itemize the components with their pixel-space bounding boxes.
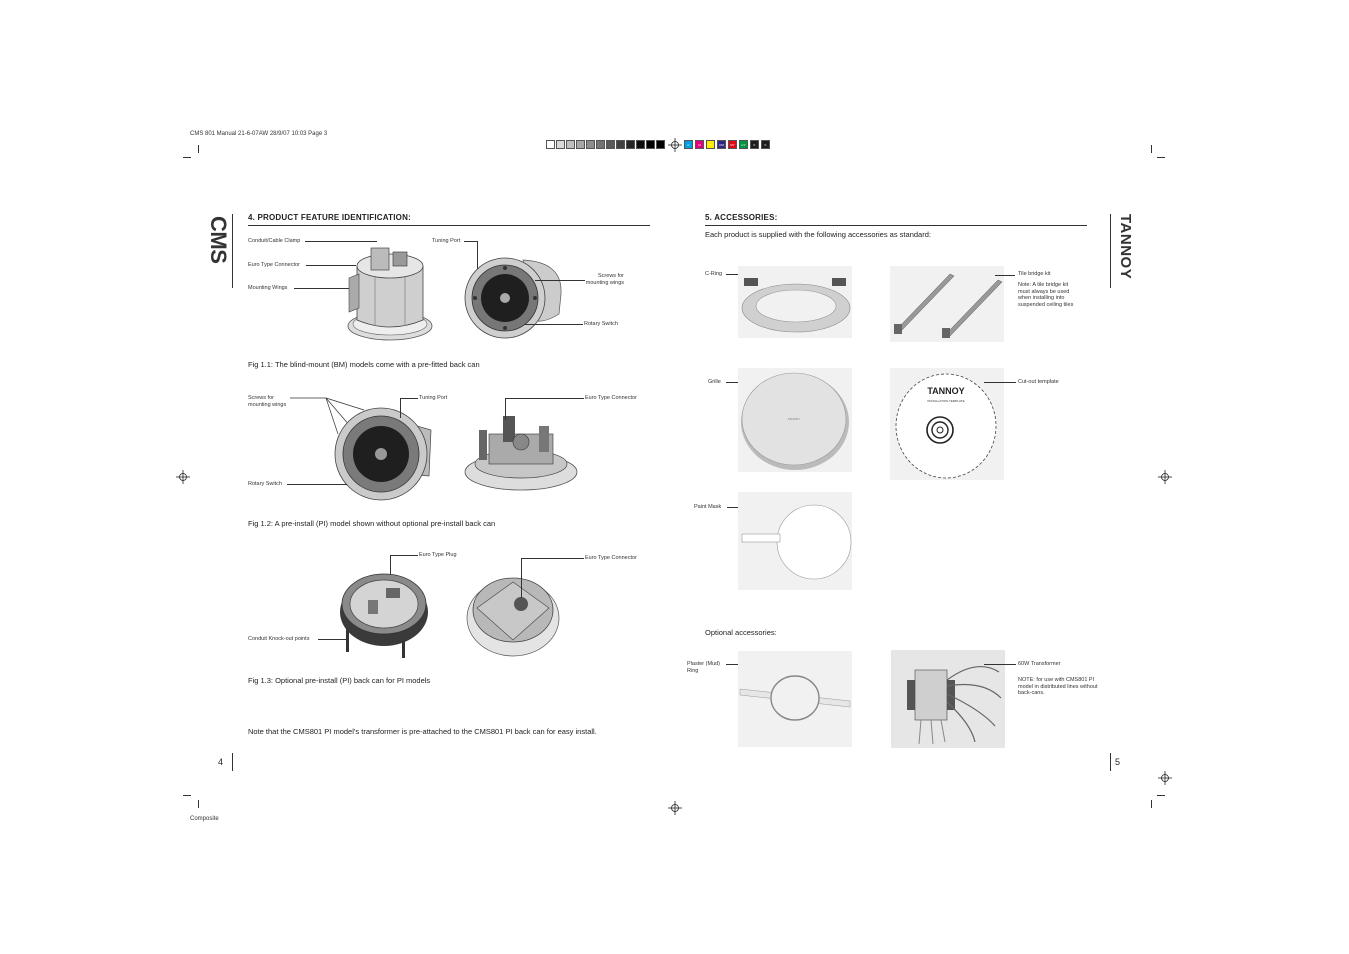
page-number-divider	[1110, 753, 1111, 771]
process-color-swatch: M	[695, 140, 704, 149]
caption-fig-1-1: Fig 1.1: The blind-mount (BM) models come with a pre-fitted back can	[248, 360, 480, 369]
gray-swatch	[636, 140, 645, 149]
label-tile-bridge: Tile bridge kit	[1018, 271, 1051, 277]
caption-fig-1-2: Fig 1.2: A pre-install (PI) model shown without optional pre-install back can	[248, 519, 496, 528]
crop-mark	[1157, 795, 1165, 796]
tannoy-side-logo	[1110, 214, 1138, 280]
paint-mask-figure	[738, 492, 852, 590]
crop-mark	[1151, 800, 1152, 808]
gray-swatch	[646, 140, 655, 149]
label-grille: Grille	[708, 379, 721, 385]
process-color-swatch: Y	[706, 140, 715, 149]
gray-swatch	[566, 140, 575, 149]
leader-line	[535, 280, 585, 281]
registration-mark-icon	[1158, 771, 1172, 785]
cut-out-template-figure	[890, 368, 1004, 480]
leader-line	[287, 484, 347, 485]
gray-swatch	[596, 140, 605, 149]
registration-mark-icon	[176, 470, 190, 484]
crop-mark	[198, 145, 199, 153]
registration-mark-icon	[668, 138, 682, 152]
transformer-note: NOTE: for use with CMS801 PI model in distributed lines without back-cans.	[1018, 677, 1098, 696]
side-divider	[1110, 214, 1111, 288]
pi-backcan-closed-figure	[465, 560, 565, 660]
label-rotary-switch: Rotary Switch	[584, 321, 618, 327]
optional-accessories-title: Optional accessories:	[705, 628, 777, 637]
tannoy-logo-text: TANNOY	[1117, 214, 1134, 280]
pi-speaker-front-figure	[333, 402, 435, 502]
bm-speaker-front-figure	[463, 254, 567, 340]
leader-line	[401, 398, 418, 399]
leader-line	[995, 275, 1015, 276]
crop-mark	[183, 157, 191, 158]
gray-swatch	[656, 140, 665, 149]
label-tuning-port-2: Tuning Port	[419, 395, 448, 401]
cms-logo-text: CMS	[206, 216, 231, 264]
label-plaster-ring: Plaster (Mud) Ring	[687, 661, 721, 674]
grille-badge-text: TANNOY	[787, 417, 801, 421]
process-color-swatch: C	[684, 140, 693, 149]
crop-mark	[1157, 157, 1165, 158]
registration-mark-icon	[668, 801, 682, 815]
process-color-swatch: MY	[728, 140, 737, 149]
pi-speaker-rear-figure	[463, 412, 583, 492]
tile-bridge-note: Note: A tile bridge kit must always be used when installing into suspended ceiling tiles	[1018, 282, 1074, 308]
process-color-swatch: CY	[739, 140, 748, 149]
title-rule	[705, 225, 1087, 226]
print-slug: CMS 801 Manual 21-6-07AW 28/9/07 10:03 Page 3	[190, 131, 328, 137]
leader-line	[984, 382, 1016, 383]
c-ring-figure	[738, 266, 852, 338]
label-euro-connector: Euro Type Connector	[248, 262, 300, 268]
label-screws-mounting-2: Screws for mounting wings	[248, 395, 287, 408]
gray-swatch	[626, 140, 635, 149]
page-number-right: 5	[1115, 757, 1121, 767]
pi-backcan-open-figure	[336, 560, 436, 660]
print-footer: Composite	[190, 816, 219, 822]
crop-mark	[183, 795, 191, 796]
crop-mark	[1151, 145, 1152, 153]
label-knockout-points: Conduit Knock-out points	[248, 636, 310, 642]
leader-line	[464, 241, 478, 242]
section-title-accessories: 5. ACCESSORIES:	[705, 213, 778, 222]
template-brand-text: TANNOY	[927, 386, 965, 396]
tile-bridge-kit-figure	[890, 266, 1004, 342]
label-paint-mask: Paint Mask	[694, 504, 722, 510]
page-number-left: 4	[218, 757, 224, 767]
label-c-ring: C-Ring	[705, 271, 723, 277]
leader-line	[525, 324, 583, 325]
label-cut-out-template: Cut-out template	[1018, 379, 1059, 385]
grille-figure	[738, 368, 852, 472]
page-number-divider	[232, 753, 233, 771]
process-color-swatch: CM	[717, 140, 726, 149]
note-transformer: Note that the CMS801 PI model’s transformer is pre-attached to the CMS801 PI back can for easy install.	[248, 727, 597, 736]
accessories-intro: Each product is supplied with the following accessories as standard:	[705, 230, 931, 239]
label-screws-mounting: Screws for mounting wings	[585, 273, 624, 286]
label-conduit-clamp: Conduit/Cable Clamp	[248, 238, 301, 244]
label-euro-plug: Euro Type Plug	[419, 552, 457, 558]
label-60w-transformer: 60W Transformer	[1018, 661, 1061, 667]
leader-line	[400, 398, 401, 418]
leader-line	[294, 288, 350, 289]
process-color-swatch: K	[761, 140, 770, 149]
label-rotary-switch-2: Rotary Switch	[248, 481, 282, 487]
bm-speaker-backcan-figure	[345, 238, 435, 342]
gray-swatch	[576, 140, 585, 149]
section-title-features: 4. PRODUCT FEATURE IDENTIFICATION:	[248, 213, 411, 222]
template-instruction-text: INSTALLATION TEMPLATE	[927, 399, 965, 403]
cms-side-logo	[205, 216, 233, 272]
gray-swatch	[546, 140, 555, 149]
plaster-ring-figure	[738, 651, 852, 747]
process-color-swatch: K	[750, 140, 759, 149]
leader-line	[505, 398, 506, 420]
leader-line	[505, 398, 584, 399]
label-mounting-wings: Mounting Wings	[248, 285, 288, 291]
leader-line	[521, 558, 522, 598]
side-divider	[232, 214, 233, 288]
leader-line	[318, 639, 348, 640]
leader-line	[521, 558, 584, 559]
gray-swatch	[606, 140, 615, 149]
label-tuning-port: Tuning Port	[432, 238, 461, 244]
gray-swatch	[556, 140, 565, 149]
gray-swatch	[616, 140, 625, 149]
caption-fig-1-3: Fig 1.3: Optional pre-install (PI) back can for PI models	[248, 676, 431, 685]
leader-line	[390, 555, 418, 556]
title-rule	[248, 225, 650, 226]
crop-mark	[198, 800, 199, 808]
registration-mark-icon	[1158, 470, 1172, 484]
gray-swatch	[586, 140, 595, 149]
label-euro-connector-3: Euro Type Connector	[585, 555, 637, 561]
leader-line	[984, 664, 1016, 665]
label-euro-connector-2: Euro Type Connector	[585, 395, 637, 401]
